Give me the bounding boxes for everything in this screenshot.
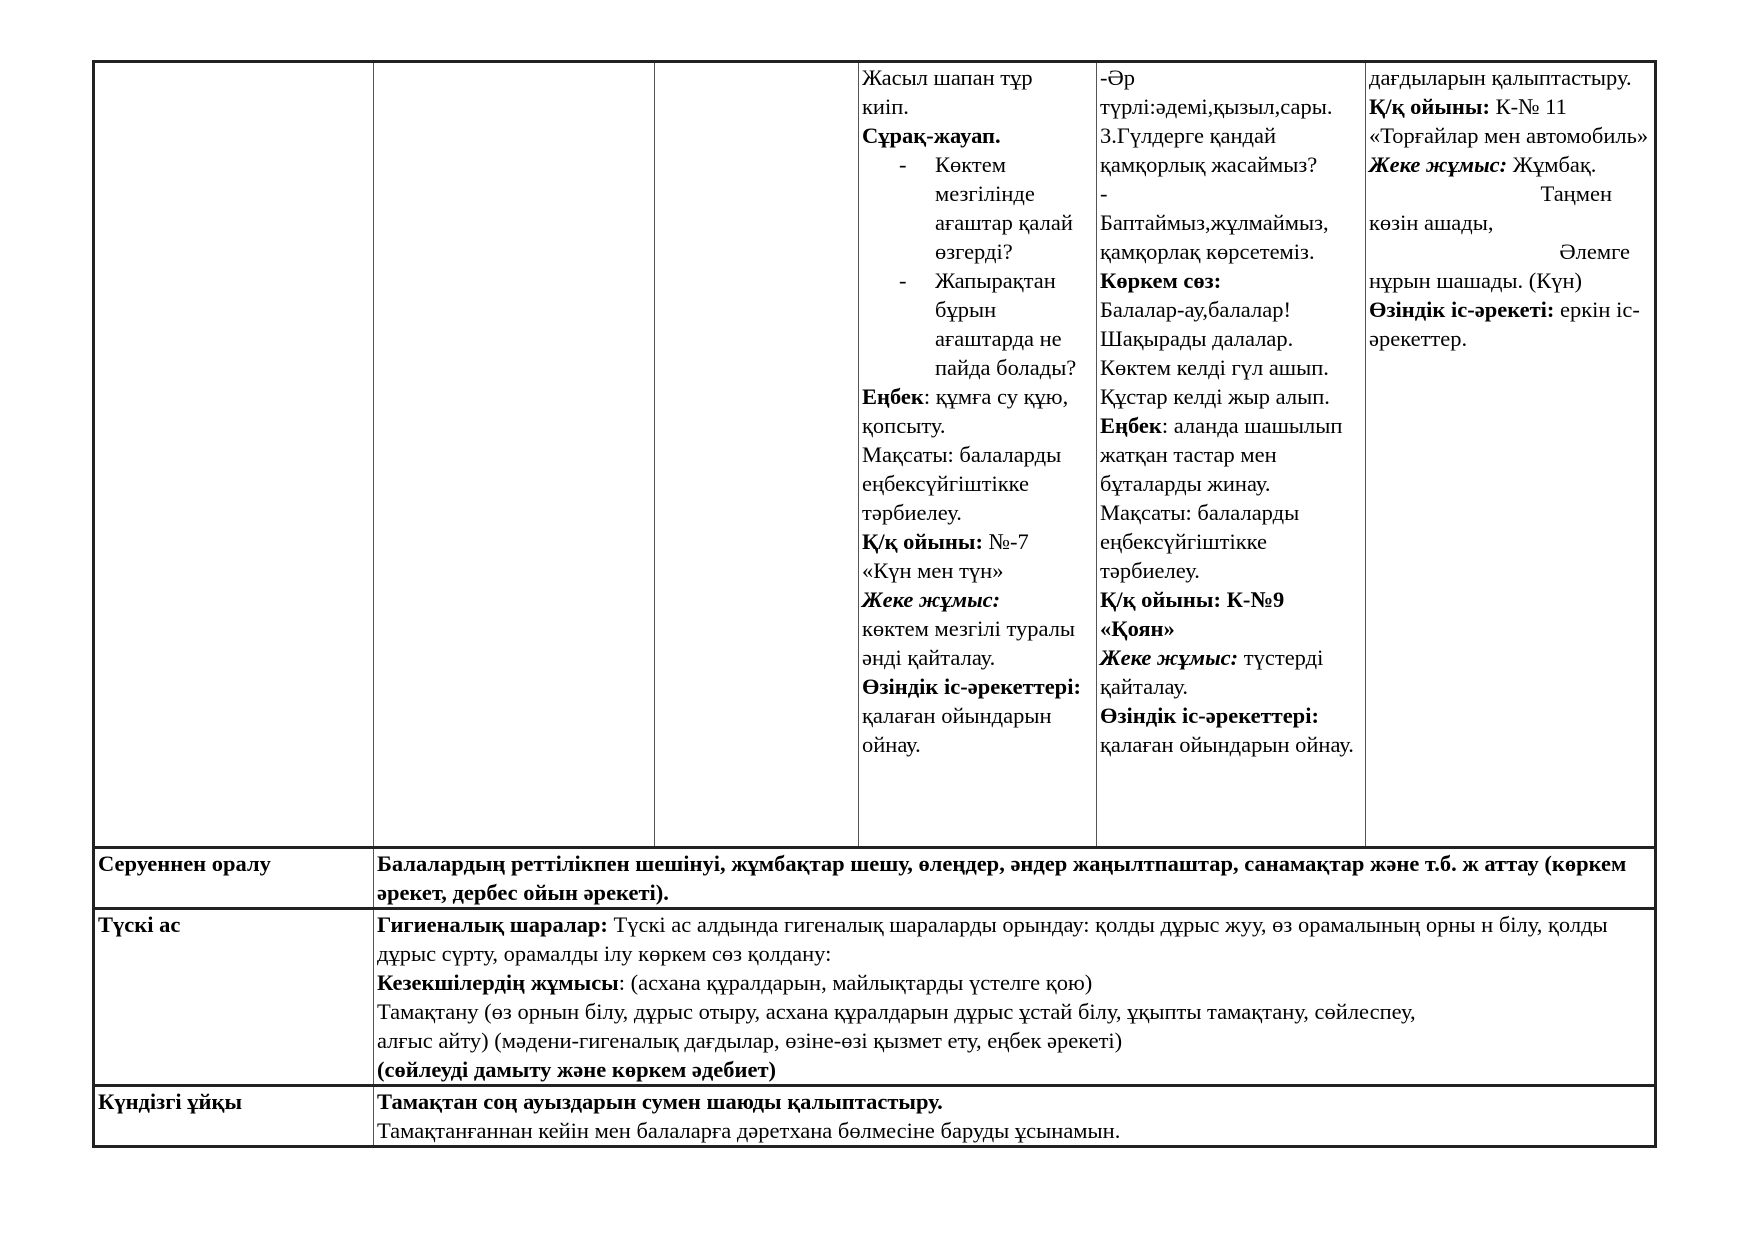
riddle-line: Әлемге xyxy=(1559,239,1630,264)
nap-line: Тамақтанғаннан кейін мен балаларға дәретхана бөлмесіне баруды ұсынамын. xyxy=(377,1118,1121,1143)
eating-line: Тамақтану (өз орнын білу, дұрыс отыру, асхана құралдарын дұрыс ұстай білу, ұқыпты тамақтану, сөйлеспеу, xyxy=(377,999,1416,1024)
day1-cell xyxy=(374,62,655,848)
art-word-heading: Көркем сөз: xyxy=(1100,268,1222,293)
day4-cell xyxy=(1097,62,1366,848)
independent-paragraph: Өзіндік іс-әрекеттері: қалаған ойындарын ойнау. xyxy=(862,674,1081,757)
answer-line: Баптаймыз,жұлмаймыз, қамқорлақ көрсетеміз. xyxy=(1100,210,1329,264)
poem-line: Шақырады далалар. xyxy=(1100,326,1294,351)
nap-cell xyxy=(374,1086,1656,1147)
independent-text: қалаған ойындарын ойнау. xyxy=(1100,732,1354,757)
answer-line: түрлі:әдемі,қызыл,сары. xyxy=(1100,94,1333,119)
game-name: «Күн мен түн» xyxy=(862,558,1004,583)
game-paragraph: Қ/қ ойыны: К-№ 11 xyxy=(1369,94,1567,119)
row-label: Күндізгі ұйқы xyxy=(94,1086,374,1147)
poem-line: Құстар келді жыр алып. xyxy=(1100,384,1330,409)
row-label: Түскі ас xyxy=(94,909,374,1086)
lunch-cell xyxy=(374,909,1656,1086)
individual-paragraph: Жеке жұмыс: түстерді қайталау. xyxy=(1100,645,1324,699)
individual-label: Жеке жұмыс: xyxy=(862,587,1001,612)
game-name: «Торғайлар мен автомобиль» xyxy=(1369,123,1649,148)
riddle-line: Таңмен xyxy=(1540,181,1612,206)
question-line: 3.Гүлдерге қандай қамқорлық жасаймыз? xyxy=(1100,123,1318,177)
nap-line: Тамақтан соң ауыздарын сумен шаюды қалыптастыру. xyxy=(377,1089,943,1114)
dash-bullet-icon: - xyxy=(899,268,907,293)
duty-paragraph: Кезекшілердің жұмысы: (асхана құралдарын, майлықтарды үстелге қою) xyxy=(377,970,1093,995)
hygiene-paragraph: Гигиеналық шаралар: Түскі ас алдында гигеналық шараларды орындау: қолды дұрыс жуу, өз орамалының орны н білу, қолды дұрыс сүрту, орамалды ілу көркем сөз қолдану: xyxy=(377,912,1608,966)
return-row xyxy=(94,848,1656,909)
skill-line: дағдыларын қалыптастыру. xyxy=(1369,65,1632,90)
nap-row xyxy=(94,1086,1656,1147)
riddle-line: нұрын шашады. (Күн) xyxy=(1369,268,1583,293)
qa-heading: Сұрақ-жауап. xyxy=(862,123,1001,148)
daily-plan-table xyxy=(92,60,1657,1148)
row-label-cell xyxy=(94,62,374,848)
labor-paragraph: Еңбек: аланда шашылып жатқан тастар мен бұталарды жинау. xyxy=(1100,413,1343,496)
riddle-line: көзін ашады, xyxy=(1369,210,1494,235)
aim-paragraph: Мақсаты: балаларды еңбексүйгіштікке тәрбиелеу. xyxy=(862,442,1062,525)
labor-paragraph: Еңбек: құмға су құю, қопсыту. xyxy=(862,384,1069,438)
individual-paragraph: Жеке жұмыс: Жұмбақ. xyxy=(1369,152,1597,177)
individual-text: көктем мезгілі туралы әнді қайталау. xyxy=(862,616,1076,670)
poem-line: Балалар-ау,балалар! xyxy=(1100,297,1291,322)
day3-cell xyxy=(859,62,1097,848)
day2-cell xyxy=(655,62,859,848)
lunch-row xyxy=(94,909,1656,1086)
aim-paragraph: Мақсаты: балаларды еңбексүйгіштікке тәрбиелеу. xyxy=(1100,500,1300,583)
poem-line: Көктем келді гүл ашып. xyxy=(1100,355,1329,380)
day5-cell xyxy=(1366,62,1656,848)
list-item: - Көктем мезгілінде ағаштар қалай өзгерді? xyxy=(899,152,1073,264)
game-paragraph: Қ/қ ойыны: К-№9 «Қоян» xyxy=(1100,587,1285,641)
independent-paragraph: Өзіндік іс-әрекеті: еркін іс-әрекеттер. xyxy=(1369,297,1640,351)
return-text: Балалардың реттілікпен шешінуі, жұмбақтар шешу, өлеңдер, әндер жаңылтпаштар, санамақтар және т.б. ж аттау (көркем әрекет, дербес ойын әрекеті). xyxy=(374,848,1656,909)
game-paragraph: Қ/қ ойыны: №-7 xyxy=(862,529,1029,554)
walk-continuation-row xyxy=(94,62,1656,848)
independent-label: Өзіндік іс-әрекеттері: xyxy=(1100,703,1319,728)
answer-line: -Әр xyxy=(1100,65,1135,90)
row-label: Серуеннен оралу xyxy=(94,848,374,909)
poem-line: Жасыл шапан тұр xyxy=(862,65,1033,90)
dash-bullet-icon: - xyxy=(899,152,907,177)
eating-line: (сөйлеуді дамыту және көркем әдебиет) xyxy=(377,1057,777,1082)
answer-dash: - xyxy=(1100,181,1108,206)
list-item: - Жапырақтан бұрын ағаштарда не пайда болады? xyxy=(899,268,1077,380)
poem-line: киіп. xyxy=(862,94,909,119)
eating-line: алғыс айту) (мәдени-гигеналық дағдылар, өзіне-өзі қызмет ету, еңбек әрекеті) xyxy=(377,1028,1123,1053)
question-list xyxy=(862,150,1094,382)
